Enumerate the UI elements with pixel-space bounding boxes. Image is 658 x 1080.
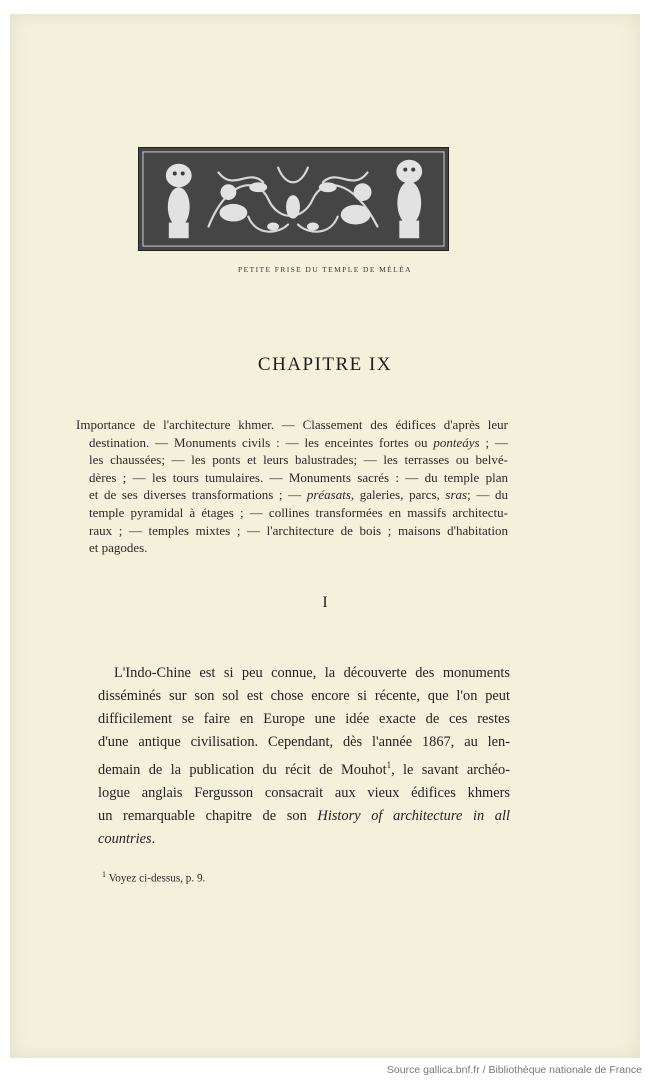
body-paragraph (98, 662, 510, 851)
footnote-text: Voyez ci-dessus, p. 9. (108, 872, 206, 885)
frieze-caption: PETITE FRISE DU TEMPLE DE MÉLÉA (238, 265, 412, 274)
summary-line: dères ; — les tours tumulaires. — Monuments sacrés : — du temple plan (89, 469, 508, 485)
source-attribution: Source gallica.bnf.fr / Bibliothèque nationale de France (386, 1064, 642, 1076)
summary-line: et de ses diverses transformations ; — préasats, galeries, parcs, sras; — du (89, 487, 508, 503)
summary-line: temple pyramidal à étages ; — collines transformées en massifs architectu- (89, 504, 508, 520)
body-line: difficilement se faire en Europe une idée exacte de ces restes (98, 711, 510, 727)
summary-line: Importance de l'architecture khmer. — Classement des édifices d'après leur (76, 417, 508, 432)
frieze-ornament-image (139, 148, 448, 250)
body-line: logue anglais Fergusson consacrait aux vieux édifices khmers (98, 784, 510, 801)
body-line: un remarquable chapitre de son History of architecture in all (98, 807, 510, 824)
footnote-ref: 1 (386, 760, 392, 770)
body-line: demain de la publication du récit de Mouhot$^1$, le savant archéo- (98, 760, 510, 778)
summary-line: et pagodes. (89, 540, 148, 556)
chapter-summary (76, 416, 508, 557)
chapter-title: CHAPITRE IX (257, 354, 393, 375)
summary-line: destination. — Monuments civils : — les enceintes fortes ou ponteáys ; — (89, 434, 508, 450)
footnote-marker: 1 (102, 870, 106, 879)
footnote (102, 870, 502, 885)
body-line: countries. (98, 830, 156, 847)
frieze-illustration (138, 147, 449, 251)
body-line: d'une antique civilisation. Cependant, dès l'année 1867, au len- (98, 734, 510, 750)
body-line: disséminés sur son sol est chose encore si récente, que l'on peut (98, 688, 510, 704)
summary-line: les chaussées; — les ponts et leurs balustrades; — les terrasses ou belvé- (89, 452, 508, 468)
document-page (10, 14, 640, 1058)
body-line: L'Indo-Chine est si peu connue, la découverte des monuments (114, 665, 510, 681)
summary-line: raux ; — temples mixtes ; — l'architecture de bois ; maisons d'habitation (89, 522, 508, 538)
section-number: I (322, 594, 328, 611)
